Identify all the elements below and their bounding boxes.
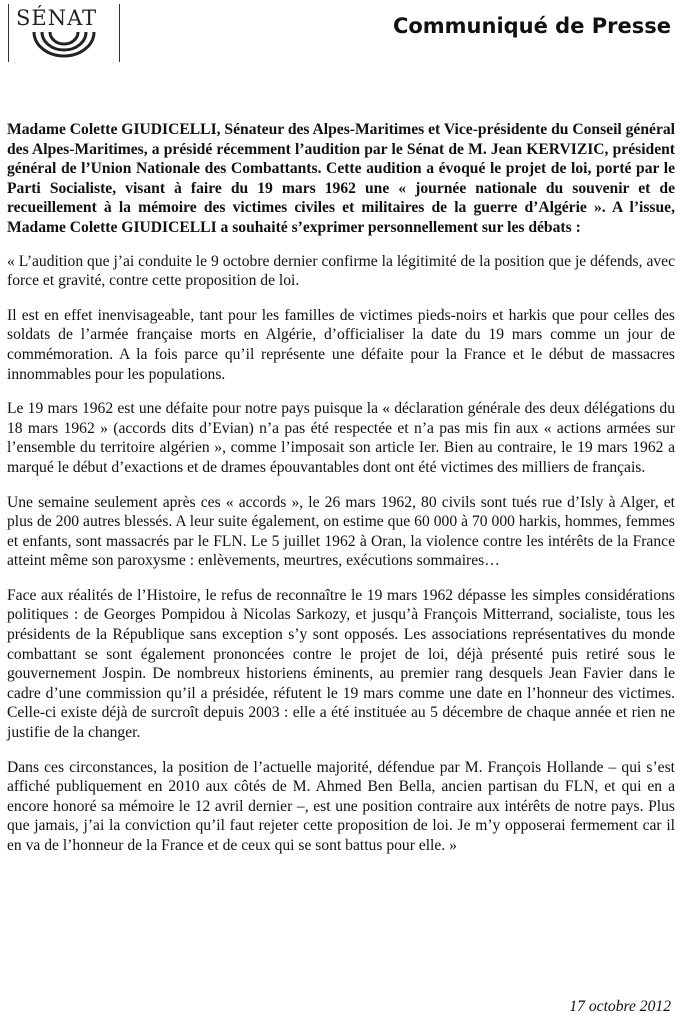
body-paragraph-1: « L’audition que j’ai conduite le 9 octobre dernier confirme la légitimité de la position que je défends, avec force et gravité, contre cette proposition de loi. (7, 252, 675, 290)
body-paragraph-5: Face aux réalités de l’Histoire, le refus de reconnaître le 19 mars 1962 dépasse les simples considérations politiques : de Georges Pompidou à Nicolas Sarkozy, et jusqu’à François Mitterrand, socialiste, tous les présidents de la République sans exception s’y sont opposés. Les associations représentatives du monde combattant se sont également prononcées contre le projet de loi, déjà présenté puis retiré sous le gouvernement Jospin. De nombreux historiens éminents, au premier rang desquels Jean Favier dans le cadre d’une commission qu’il a présidée, réfutent le 19 mars comme une date en l’honneur des victimes. Celle-ci existe déjà de surcroît depuis 2003 : elle a été instituée au 5 décembre de chaque année et rien ne justifie de la changer. (7, 586, 675, 742)
page-title: Communiqué de Presse (392, 14, 671, 38)
release-date: 17 octobre 2012 (569, 998, 671, 1015)
body-paragraph-4: Une semaine seulement après ces « accords », le 26 mars 1962, 80 civils sont tués rue d’Isly à Alger, et plus de 200 autres blessés. A leur suite également, on estime que 60 000 à 70 000 harkis, hommes, femmes et enfants, sont massacrés par le FLN. Le 5 juillet 1962 à Oran, la violence contre les intérêts de la France atteint même son paroxysme : enlèvements, meurtres, exécutions sommaires… (7, 493, 675, 570)
press-release-body (7, 120, 675, 871)
lead-paragraph: Madame Colette GIUDICELLI, Sénateur des Alpes-Maritimes et Vice-présidente du Conseil général des Alpes-Maritimes, a présidé récemment l’audition par le Sénat de M. Jean KERVIZIC, président général de l’Union Nationale des Combattants. Cette audition a évoqué le projet de loi, porté par le Parti Socialiste, visant à faire du 19 mars 1962 une « journée nationale du souvenir et de recueillement à la mémoire des victimes civiles et militaires de la guerre d’Algérie ». A l’issue, Madame Colette GIUDICELLI a souhaité s’exprimer personnellement sur les débats : (7, 121, 676, 236)
body-paragraph-6: Dans ces circonstances, la position de l’actuelle majorité, défendue par M. François Hollande – qui s’est affiché publiquement en 2010 aux côtés de M. Ahmed Ben Bella, ancien partisan du FLN, et qui en a encore honoré sa mémoire le 12 avril dernier –, est une position contraire aux intérêts de notre pays. Plus que jamais, j’ai la conviction qu’il faut rejeter cette proposition de loi. Je m’y opposerai fermement car il en va de l’honneur de la France et de ceux qui se sont battus pour elle. » (7, 758, 675, 854)
senat-emblem-icon (28, 28, 100, 60)
body-paragraph-2: Il est en effet inenvisageable, tant pour les familles de victimes pieds-noirs et harkis que pour celles des soldats de l’armée française morts en Algérie, d’officialiser la date du 19 mars comme un jour de commémoration. A la fois parce qu’il représente une défaite pour la France et le début de massacres innommables pour les populations. (7, 306, 675, 383)
senat-logo (8, 4, 120, 66)
logo-text: SÉNAT (16, 6, 98, 30)
body-paragraph-3: Le 19 mars 1962 est une défaite pour notre pays puisque la « déclaration générale des deux délégations du 18 mars 1962 » (accords dits d’Evian) n’a pas été respectée et n’a pas mis fin aux « actions armées sur l’ensemble du territoire algérien », comme l’imposait son article Ier. Bien au contraire, le 19 mars 1962 a marqué le début d’exactions et de drames épouvantables dont ont été victimes des milliers de français. (7, 400, 675, 476)
